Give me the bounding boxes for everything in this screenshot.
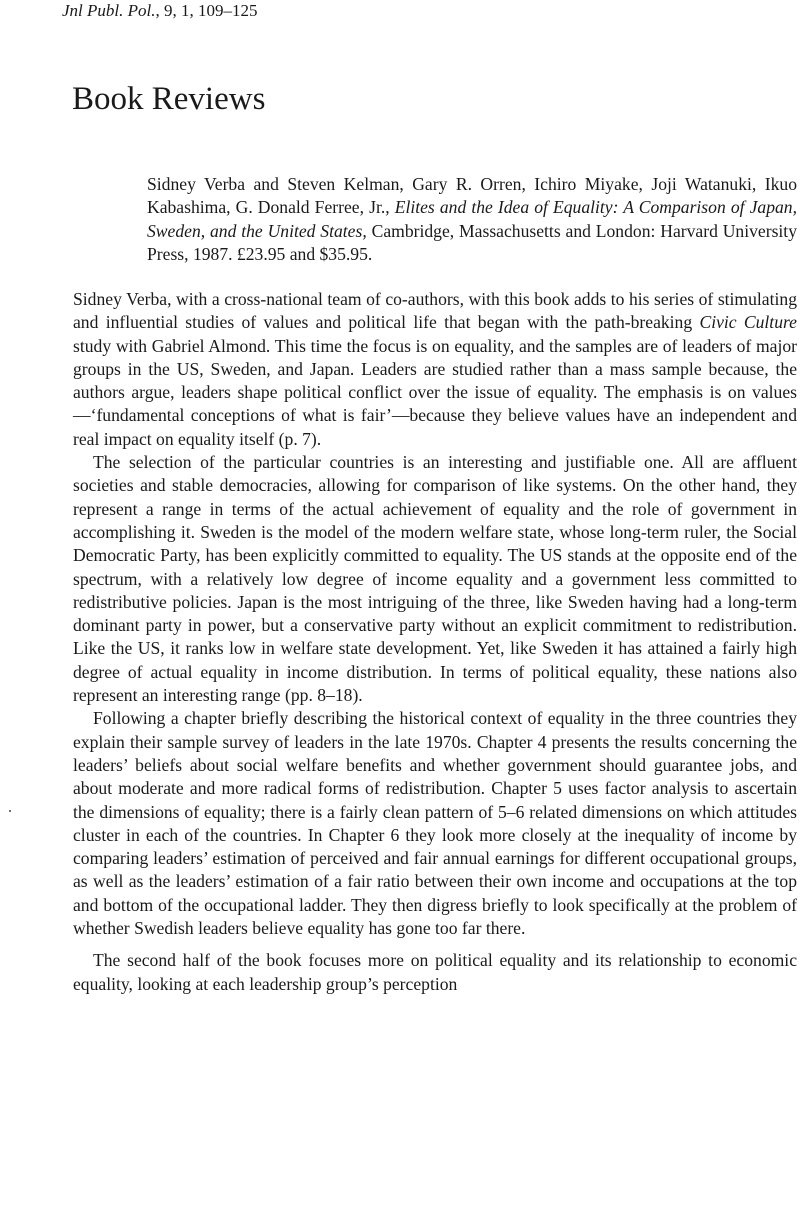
section-title: Book Reviews [72,81,266,117]
paragraph-1-italic: Civic Culture [699,312,797,333]
citation-authors: Sidney Verba and Steven Kelman, Gary R. Orren, Ichiro Miyake, Joji Watanuki, Ikuo Kabashima, G. Donald Ferree, Jr., [147,174,797,218]
margin-mark [9,810,11,812]
paragraph-3: Following a chapter briefly describing the historical context of equality in the three countries they explain their sample survey of leaders in the late 1970s. Chapter 4 presents the results concerning the leaders’ beliefs about social welfare benefits and whether government should guarantee jobs, and about moderate and more radical forms of redistribution. Chapter 5 uses factor analysis to ascertain the dimensions of equality; there is a fairly clean pattern of 5–6 related dimensions on which attitudes cluster in each of the countries. In Chapter 6 they look more closely at the inequality of income by comparing leaders’ estimation of perceived and fair annual earnings for different occupational groups, as well as the leaders’ estimation of a fair ratio between their own income and occupations at the top and bottom of the occupational ladder. They then digress briefly to look specifically at the problem of whether Swedish leaders believe equality has gone too far there. [73,708,797,939]
page-range: 109–125 [197,1,258,20]
running-head [62,0,257,22]
citation-publication: Cambridge, Massachusetts and London: Harvard University Press, 1987. £23.95 and $35.95. [147,220,797,264]
paragraph-2: The selection of the particular countries is an interesting and justifiable one. All are affluent societies and stable democracies, allowing for comparison of like systems. On the other hand, they represent a range in terms of the actual achievement of equality and the role of government in accomplishing it. Sweden is the model of the modern welfare state, whose long-term ruler, the Social Democratic Party, has been explicitly committed to equality. The US stands at the opposite end of the spectrum, with a relatively low degree of income equality and a government less committed to redistributive policies. Japan is the most intriguing of the three, like Sweden having had a long-term dominant party in power, but a conservative party without an explicit commitment to redistribution. Like the US, it ranks low in welfare state development. Yet, like Sweden it has attained a fairly high degree of actual equality in income distribution. In terms of political equality, these nations also represent an interesting range (pp. 8–18). [73,452,797,706]
paragraph-1 [73,288,797,451]
volume-issue: , 9, 1, [155,1,198,20]
citation-book-title: Elites and the Idea of Equality: A Comparison of Japan, Sweden, and the United States, [147,197,797,241]
review-body [73,288,797,996]
book-citation [147,173,797,266]
paragraph-4: The second half of the book focuses more on political equality and its relationship to economic equality, looking at each leadership group’s perception [73,950,797,994]
paragraph-1-text-a: Sidney Verba, with a cross-national team of co-authors, with this book adds to his series of stimulating and influential studies of values and political life that began with the path-breaking [73,289,797,333]
journal-abbrev: Jnl Publ. Pol. [62,1,156,20]
paragraph-1-text-b: study with Gabriel Almond. This time the focus is on equality, and the samples are of leaders of major groups in the US, Sweden, and Japan. Leaders are studied rather than a mass sample because, the authors argue, leaders shape political conflict over the issue of equality. The emphasis is on values—‘fundamental conceptions of what is fair’—because they believe values have an independent and real impact on equality itself (p. 7). [73,335,797,449]
